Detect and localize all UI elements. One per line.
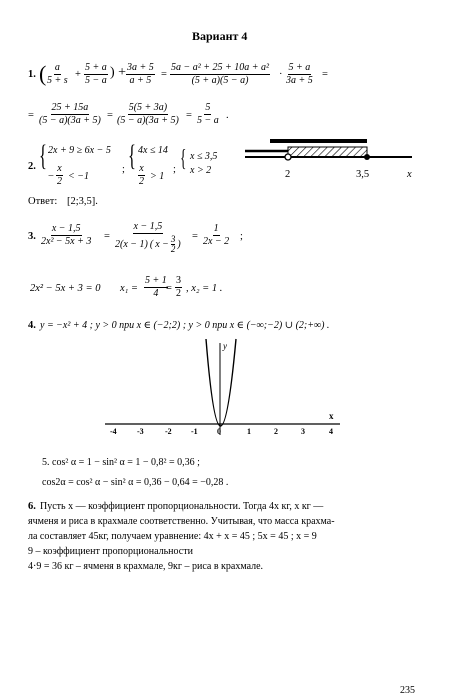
- axis-label-2: 2: [285, 169, 291, 180]
- equals-5: =: [186, 110, 192, 121]
- p3-x1-equals: =: [166, 283, 172, 294]
- tick-label-4: 4: [329, 427, 333, 436]
- p5-line-1: 5. cos² α = 1 − sin² α = 1 − 0,8² = 0,36 ;: [42, 457, 200, 468]
- tick-label-neg2: -2: [165, 427, 172, 436]
- problem-1-number: 1.: [28, 69, 36, 80]
- problem-4-number: 4.: [28, 320, 36, 331]
- tick-label-2: 2: [274, 427, 278, 436]
- p3-tail: ;: [240, 231, 243, 242]
- fraction-4: $\frac{\text{5a − a² + 25 + 10a + a²}}{(5 + a)(5 - a)}$: [171, 62, 269, 86]
- system-1-tail: < −1: [68, 171, 89, 182]
- graph-x-label: x: [329, 411, 334, 421]
- brace-1: {: [39, 139, 47, 172]
- tick-label-neg4: -4: [110, 427, 117, 436]
- brace-2: {: [128, 139, 136, 172]
- page-title: Вариант 4: [192, 29, 248, 43]
- fraction-6: $\frac{25 + 15a}{(5 - a)(3a + 5)}$: [39, 102, 101, 126]
- equals-2: =: [322, 69, 328, 80]
- answer-label: Ответ:: [28, 196, 58, 207]
- p3-x1-fraction: $\frac{5 + 1}{4}$: [145, 275, 167, 299]
- open-point-2: [285, 154, 291, 160]
- fraction-8: $\frac{5}{5 - a}$: [197, 102, 219, 126]
- fraction-5: $\frac{5 + a}{3a + 5}$: [286, 62, 313, 86]
- p3-x1-label: x₁ =: [120, 283, 139, 294]
- answer-value: [2;3,5].: [67, 196, 98, 207]
- tick-label-0: 0: [217, 427, 221, 436]
- p3-x2: , x₂ = 1 .: [186, 283, 223, 294]
- p3-fraction-2: x − 1,5 2(x − 1) ( x − $\frac{3}{2}$ ): [115, 221, 181, 254]
- problem-2-number: 2.: [28, 161, 36, 172]
- plus-sign: +: [75, 69, 81, 80]
- p3-x1-value: $\frac{3}{2}$: [176, 275, 181, 299]
- p6-line-5: 4·9 = 36 кг – ячменя в крахмале, 9кг – риса в крахмале.: [28, 561, 264, 572]
- parabola-curve: [206, 339, 236, 426]
- closed-point-3-5: [364, 154, 370, 160]
- p6-line-3: ла составляет 45кг, получаем уравнение: 4x + x = 45 ; 5x = 45 ; x = 9: [28, 531, 317, 542]
- system-3-line-2: x > 2: [190, 165, 212, 176]
- hatched-solution-region: [288, 147, 367, 157]
- graph-y-label: y: [223, 341, 227, 351]
- p6-line-2: ячменя и риса в крахмале соответственно. Учитывая, что масса крахма-: [28, 516, 335, 527]
- p6-line-1: Пусть x — коэффициент пропорциональности. Тогда 4x кг, x кг —: [40, 501, 324, 512]
- fraction-2: $\frac{5 + a}{5 - a}$: [85, 62, 107, 86]
- p3-fraction-3: $\frac{1}{2x - 2}$: [203, 223, 230, 247]
- problem-6-number: 6.: [28, 501, 36, 512]
- equals-3: =: [28, 110, 34, 121]
- p4-text: y = −x² + 4 ; y > 0 при x ∈ (−2;2) ; y > 0 при x ∈ (−∞;−2) ∪ (2;+∞) .: [40, 320, 330, 331]
- system-1-line-1: 2x + 9 ≥ 6x − 5: [48, 145, 111, 156]
- fraction-3: $\frac{3a + 5}{a + 5}$: [127, 62, 154, 86]
- upper-interval-bar: [270, 139, 367, 143]
- period: .: [226, 110, 229, 121]
- equals: =: [161, 69, 167, 80]
- tick-label-3: 3: [301, 427, 305, 436]
- system-1-fraction: $\frac{x}{2}$: [57, 163, 62, 187]
- fraction-7: $\frac{5(5 + 3a)}{(5 - a)(3a + 5)}$: [117, 102, 179, 126]
- p3-equals-1: =: [104, 231, 110, 242]
- axis-label-x: x: [407, 169, 412, 180]
- equals-4: =: [107, 110, 113, 121]
- separator-1: ;: [122, 164, 125, 175]
- tick-label-1: 1: [247, 427, 251, 436]
- page-number: 235: [400, 685, 415, 696]
- separator-2: ;: [173, 164, 176, 175]
- system-2-fraction: $\frac{x}{2}$: [139, 163, 144, 187]
- brace-3: {: [180, 146, 187, 172]
- system-1-minus: −: [48, 171, 54, 182]
- tick-label-neg1: -1: [191, 427, 198, 436]
- problem-3-number: 3.: [28, 231, 36, 242]
- number-line-diagram: [240, 135, 420, 183]
- system-3-line-1: x ≤ 3,5: [190, 151, 218, 162]
- p3-equation: 2x² − 5x + 3 = 0: [30, 283, 101, 294]
- p6-line-4: 9 – коэффициент пропорциональности: [28, 546, 193, 557]
- system-2-line-1: 4x ≤ 14: [138, 145, 168, 156]
- axis-label-3-5: 3,5: [356, 169, 370, 180]
- p3-equals-2: =: [192, 231, 198, 242]
- p3-fraction-1: $\frac{x - 1,5}{\text{2x² − 5x + 3}}$: [41, 223, 92, 247]
- paren-close-plus: ) +: [110, 65, 127, 80]
- dot: ·: [279, 69, 283, 80]
- system-2-tail: > 1: [150, 171, 165, 182]
- fraction-1: $\frac{a}{5 + s}$: [47, 62, 68, 86]
- tick-label-neg3: -3: [137, 427, 144, 436]
- p5-line-2: cos2α = cos² α − sin² α = 0,36 − 0,64 = −0,28 .: [42, 477, 229, 488]
- paren-open: (: [39, 61, 47, 86]
